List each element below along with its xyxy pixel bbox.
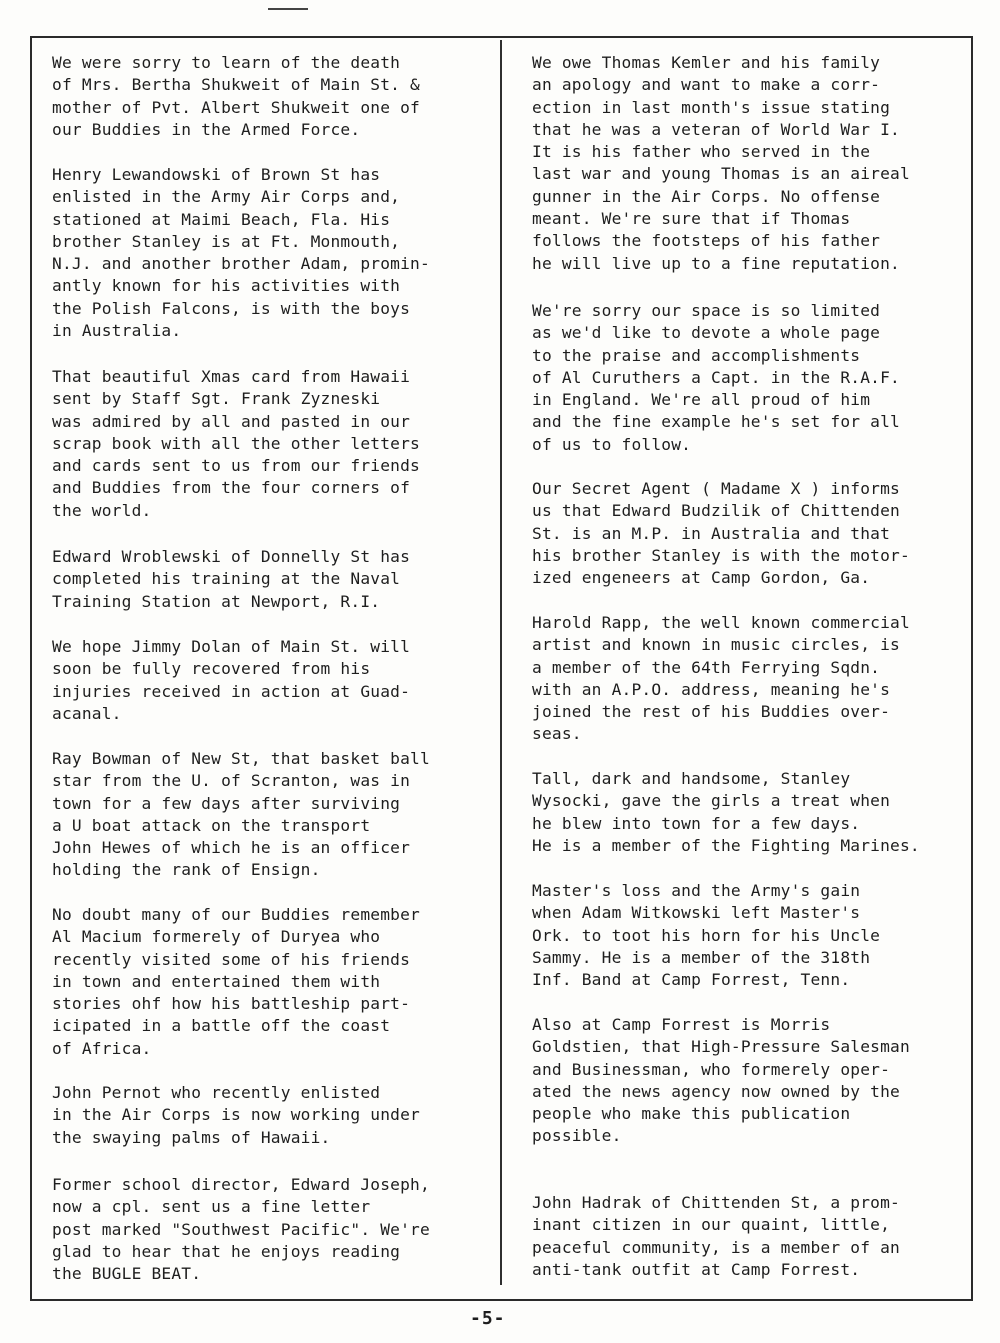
news-item: Edward Wroblewski of Donnelly St has completed his training at the Naval Training Station at Newport, R.I. — [52, 547, 411, 611]
news-item: John Hadrak of Chittenden St, a prom- inant citizen in our quaint, little, peaceful community, is a member of an anti-tank outfit at Camp Forrest. — [532, 1193, 900, 1279]
column-divider — [500, 40, 502, 1285]
news-item: Ray Bowman of New St, that basket ball star from the U. of Scranton, was in town for a few days after surviving a U boat attack on the transport John Hewes of which he is an officer holding the rank of Ensign. — [52, 749, 430, 880]
news-item: Master's loss and the Army's gain when Adam Witkowski left Master's Ork. to toot his horn for his Uncle Sammy. He is a member of the 318th Inf. Band at Camp Forrest, Tenn. — [532, 881, 881, 990]
news-item: No doubt many of our Buddies remember Al Macium formerely of Duryea who recently visited some of his friends in town and entertained them with stories ohf how his battleship part- icipated in a battle off the coast of Africa. — [52, 905, 420, 1058]
news-item: We owe Thomas Kemler and his family an apology and want to make a corr- ection in last month's issue stating that he was a veteran of World War I. It is his father who served in the last war and young Thomas is an aireal gunner in the Air Corps. No offense meant. We're sure that if Thomas follows the footsteps of his father he will live up to a fine reputation. — [532, 53, 910, 273]
news-item: We were sorry to learn of the death of Mrs. Bertha Shukweit of Main St. & mother of Pvt. Albert Shukweit one of our Buddies in the Armed Force. — [52, 53, 420, 139]
news-item: We're sorry our space is so limited as we'd like to devote a whole page to the praise and accomplishments of Al Curuthers a Capt. in the R.A.F. in England. We're all proud of him and the fine example he's set for all of us to follow. — [532, 301, 900, 454]
news-item: Henry Lewandowski of Brown St has enlisted in the Army Air Corps and, stationed at Maimi Beach, Fla. His brother Stanley is at Ft. Monmouth, N.J. and another brother Adam, promin- antly known for his activities with the Polish Falcons, is with the boys in Australia. — [52, 165, 430, 341]
news-item: John Pernot who recently enlisted in the Air Corps is now working under the swaying palms of Hawaii. — [52, 1083, 420, 1147]
news-item: We hope Jimmy Dolan of Main St. will soon be fully recovered from his injuries received in action at Guad- acanal. — [52, 637, 411, 723]
news-item: Harold Rapp, the well known commercial artist and known in music circles, is a member of the 64th Ferrying Sqdn. with an A.P.O. address, meaning he's joined the rest of his Buddies over- seas. — [532, 613, 910, 744]
news-item: Former school director, Edward Joseph, now a cpl. sent us a fine letter post marked "Southwest Pacific". We're glad to hear that he enjoys reading the BUGLE BEAT. — [52, 1175, 430, 1284]
page-number: -5- — [470, 1308, 506, 1329]
news-item: Tall, dark and handsome, Stanley Wysocki, gave the girls a treat when he blew into town for a few days. He is a member of the Fighting Marines. — [532, 769, 920, 855]
news-item: Also at Camp Forrest is Morris Goldstien, that High-Pressure Salesman and Businessman, who formerely oper- ated the news agency now owned by the people who make this publication possible. — [532, 1015, 910, 1146]
news-item: Our Secret Agent ( Madame X ) informs us that Edward Budzilik of Chittenden St. is an M.P. in Australia and that his brother Stanley is with the motor- ized engeneers at Camp Gordon, Ga. — [532, 479, 910, 588]
top-mark — [268, 8, 308, 10]
news-item: That beautiful Xmas card from Hawaii sent by Staff Sgt. Frank Zyzneski was admired by all and pasted in our scrap book with all the other letters and cards sent to us from our friends and Buddies from the four corners of the world. — [52, 367, 420, 520]
